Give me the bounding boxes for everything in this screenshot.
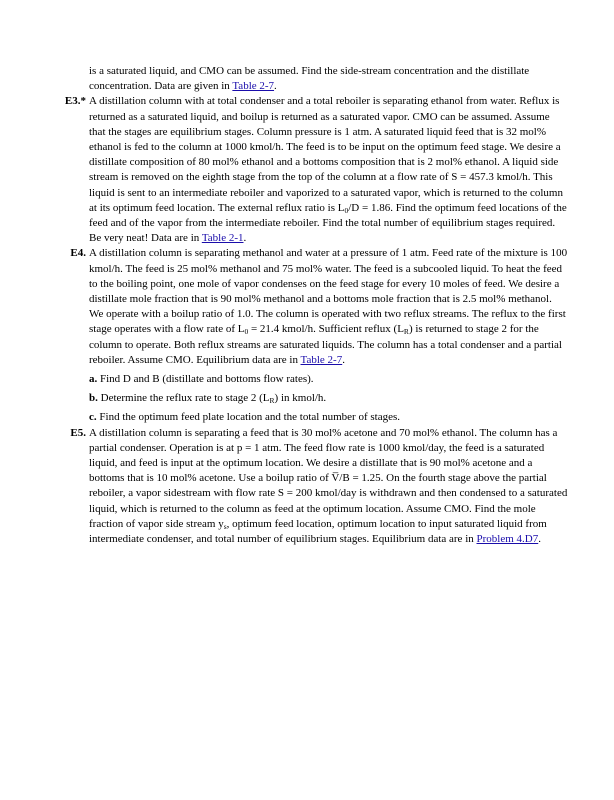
document-page: [0, 64, 614, 547]
problem-e3-text: A distillation column with at total condenser and a total reboiler is separating ethanol from water. Reflux is returned as a saturated liquid, and boilup is returned as a saturated vapor. CMO can be assumed. Assume that the stages are equilibrium stages. Column pressure is 1 atm. A saturated liquid feed that is 32 mol% ethanol is fed to the column at 1000 kmol/h. The feed is to be input on the optimum feed stage. We desire a distillate composition of 80 mol% ethanol and a bottoms composition that is 2 mol% ethanol. A liquid side stream is removed on the eighth stage from the top of the column at a flow rate of S = 457.3 kmol/h. This liquid is sent to an intermediate reboiler and vaporized to a saturated vapor, which is returned to the column at its optimum feed location. The external reflux ratio is L: [89, 95, 563, 214]
problem-e5-text: A distillation column is separating a feed that is 30 mol% acetone and 70 mol% ethanol. The column has a partial condenser. Operation is at p = 1 atm. The feed flow rate is 1000 kmol/day, the feed is a saturated liquid, and feed is input at the optimum location. We desire a distillate that is 90 mol% acetone and a bottoms that is 10 mol% acetone. Use a boilup ratio of V̅/B = 1.25. On the fourth stage above the partial reboiler, a vapor sidestream with flow rate S = 200 kmol/day is withdrawn and then condensed to a saturated liquid, which is returned to the column as feed at the optimum location. Assume CMO. Find the mole fraction of vapor side stream y: [89, 426, 568, 530]
problem-e3-label: E3.*: [64, 95, 86, 108]
problem-4-d7-link[interactable]: Problem 4.D7: [476, 533, 539, 546]
problem-e4: E4. A distillation column is separating methanol and water at a pressure of 1 atm. Feed rate of the mixture is 100 kmol/h. The feed is 25 mol% methanol and 75 mol% water. The feed is a subcooled liquid. To heat the feed to the boiling point, one mole of vapor condenses on the feed stage for every 10 moles of feed. We desire a distillate mole fraction that is 90 mol% methanol and a bottoms mole fraction that is 2.5 mol% methanol. We operate with a boilup ratio of 1.0. The column is operated with two reflux streams. The reflux to the first stage operates with a flow rate of $L_0 = 21.4$ kmol/h. Sufficient reflux $(L_R)$ is returned to stage 2 for the column to operate. Both reflux streams are saturated liquids. The column has a total condenser and a partial reboiler. Assume CMO. Equilibrium data are in Table 2-7.: [70, 247, 568, 366]
table-2-7-link[interactable]: Table 2-7: [232, 80, 275, 93]
problem-e5-label: E5.: [70, 426, 86, 439]
problem-e4-part-a: a. Find D and B (distillate and bottoms flow rates).: [89, 373, 314, 386]
intro-text: is a saturated liquid, and CMO can be assumed. Find the side-stream concentration and the distillate concentration. Data are given in: [89, 65, 530, 93]
table-2-1-link[interactable]: Table 2-1: [201, 232, 244, 245]
problem-e3: E3.* A distillation column with at total condenser and a total reboiler is separating ethanol from water. Reflux is returned as a saturated liquid, and boilup is returned as a saturated vapor. CMO can be assumed. Assume that the stages are equilibrium stages. Column pressure is 1 atm. A saturated liquid feed that is 32 mol% ethanol is fed to the column at 1000 kmol/h. The feed is to be input on the optimum feed stage. We desire a distillate composition of 80 mol% ethanol and a bottoms composition that is 2 mol% ethanol. A liquid side stream is removed on the eighth stage from the top of the column at a flow rate of S = 457.3 kmol/h. This liquid is sent to an intermediate reboiler and vaporized to a saturated vapor, which is returned to the column at its optimum feed location. The external reflux ratio is $L_0/D = 1.86$. Find the optimum feed locations of the feed and of the vapor from the intermediate reboiler. Find the total number of equilibrium stages required. Be very neat! Data are in Table 2-1.: [64, 95, 567, 245]
table-2-7-link[interactable]: Table 2-7: [300, 353, 343, 366]
problem-e4-text: A distillation column is separating methanol and water at a pressure of 1 atm. Feed rate of the mixture is 100 kmol/h. The feed is 25 mol% methanol and 75 mol% water. The feed is a subcooled liquid. To heat the feed to the boiling point, one mole of vapor condenses on the feed stage for every 10 moles of feed. We desire a distillate mole fraction that is 90 mol% methanol and a bottoms mole fraction that is 2.5 mol% methanol. We operate with a boilup ratio of 1.0. The column is operated with two reflux streams. The reflux to the first stage operates with a flow rate of L: [89, 247, 568, 336]
problem-e4-label: E4.: [70, 247, 86, 260]
problem-e4-part-b: b. Determine the reflux rate to stage 2 $(L_R)$ in kmol/h.: [89, 392, 327, 406]
problem-e5: E5. A distillation column is separating a feed that is 30 mol% acetone and 70 mol% ethanol. The column has a partial condenser. Operation is at p = 1 atm. The feed flow rate is 1000 kmol/day, the feed is a saturated liquid, and feed is input at the optimum location. We desire a distillate that is 90 mol% acetone and a bottoms that is 10 mol% acetone. Use a boilup ratio of V̅/B = 1.25. On the fourth stage above the partial reboiler, a vapor sidestream with flow rate S = 200 kmol/day is withdrawn and then condensed to a saturated liquid, which is returned to the column as feed at the optimum location. Assume CMO. Find the mole fraction of vapor side stream $y_s$, optimum feed location, optimum location to input saturated liquid from intermediate condenser, and total number of equilibrium stages. Equilibrium data are in Problem 4.D7.: [70, 426, 568, 546]
continuation-paragraph: is a saturated liquid, and CMO can be assumed. Find the side-stream concentration and the distillate concentration. Data are given in Table 2-7.: [89, 65, 530, 93]
problem-e4-part-c: c. Find the optimum feed plate location and the total number of stages.: [89, 411, 400, 424]
